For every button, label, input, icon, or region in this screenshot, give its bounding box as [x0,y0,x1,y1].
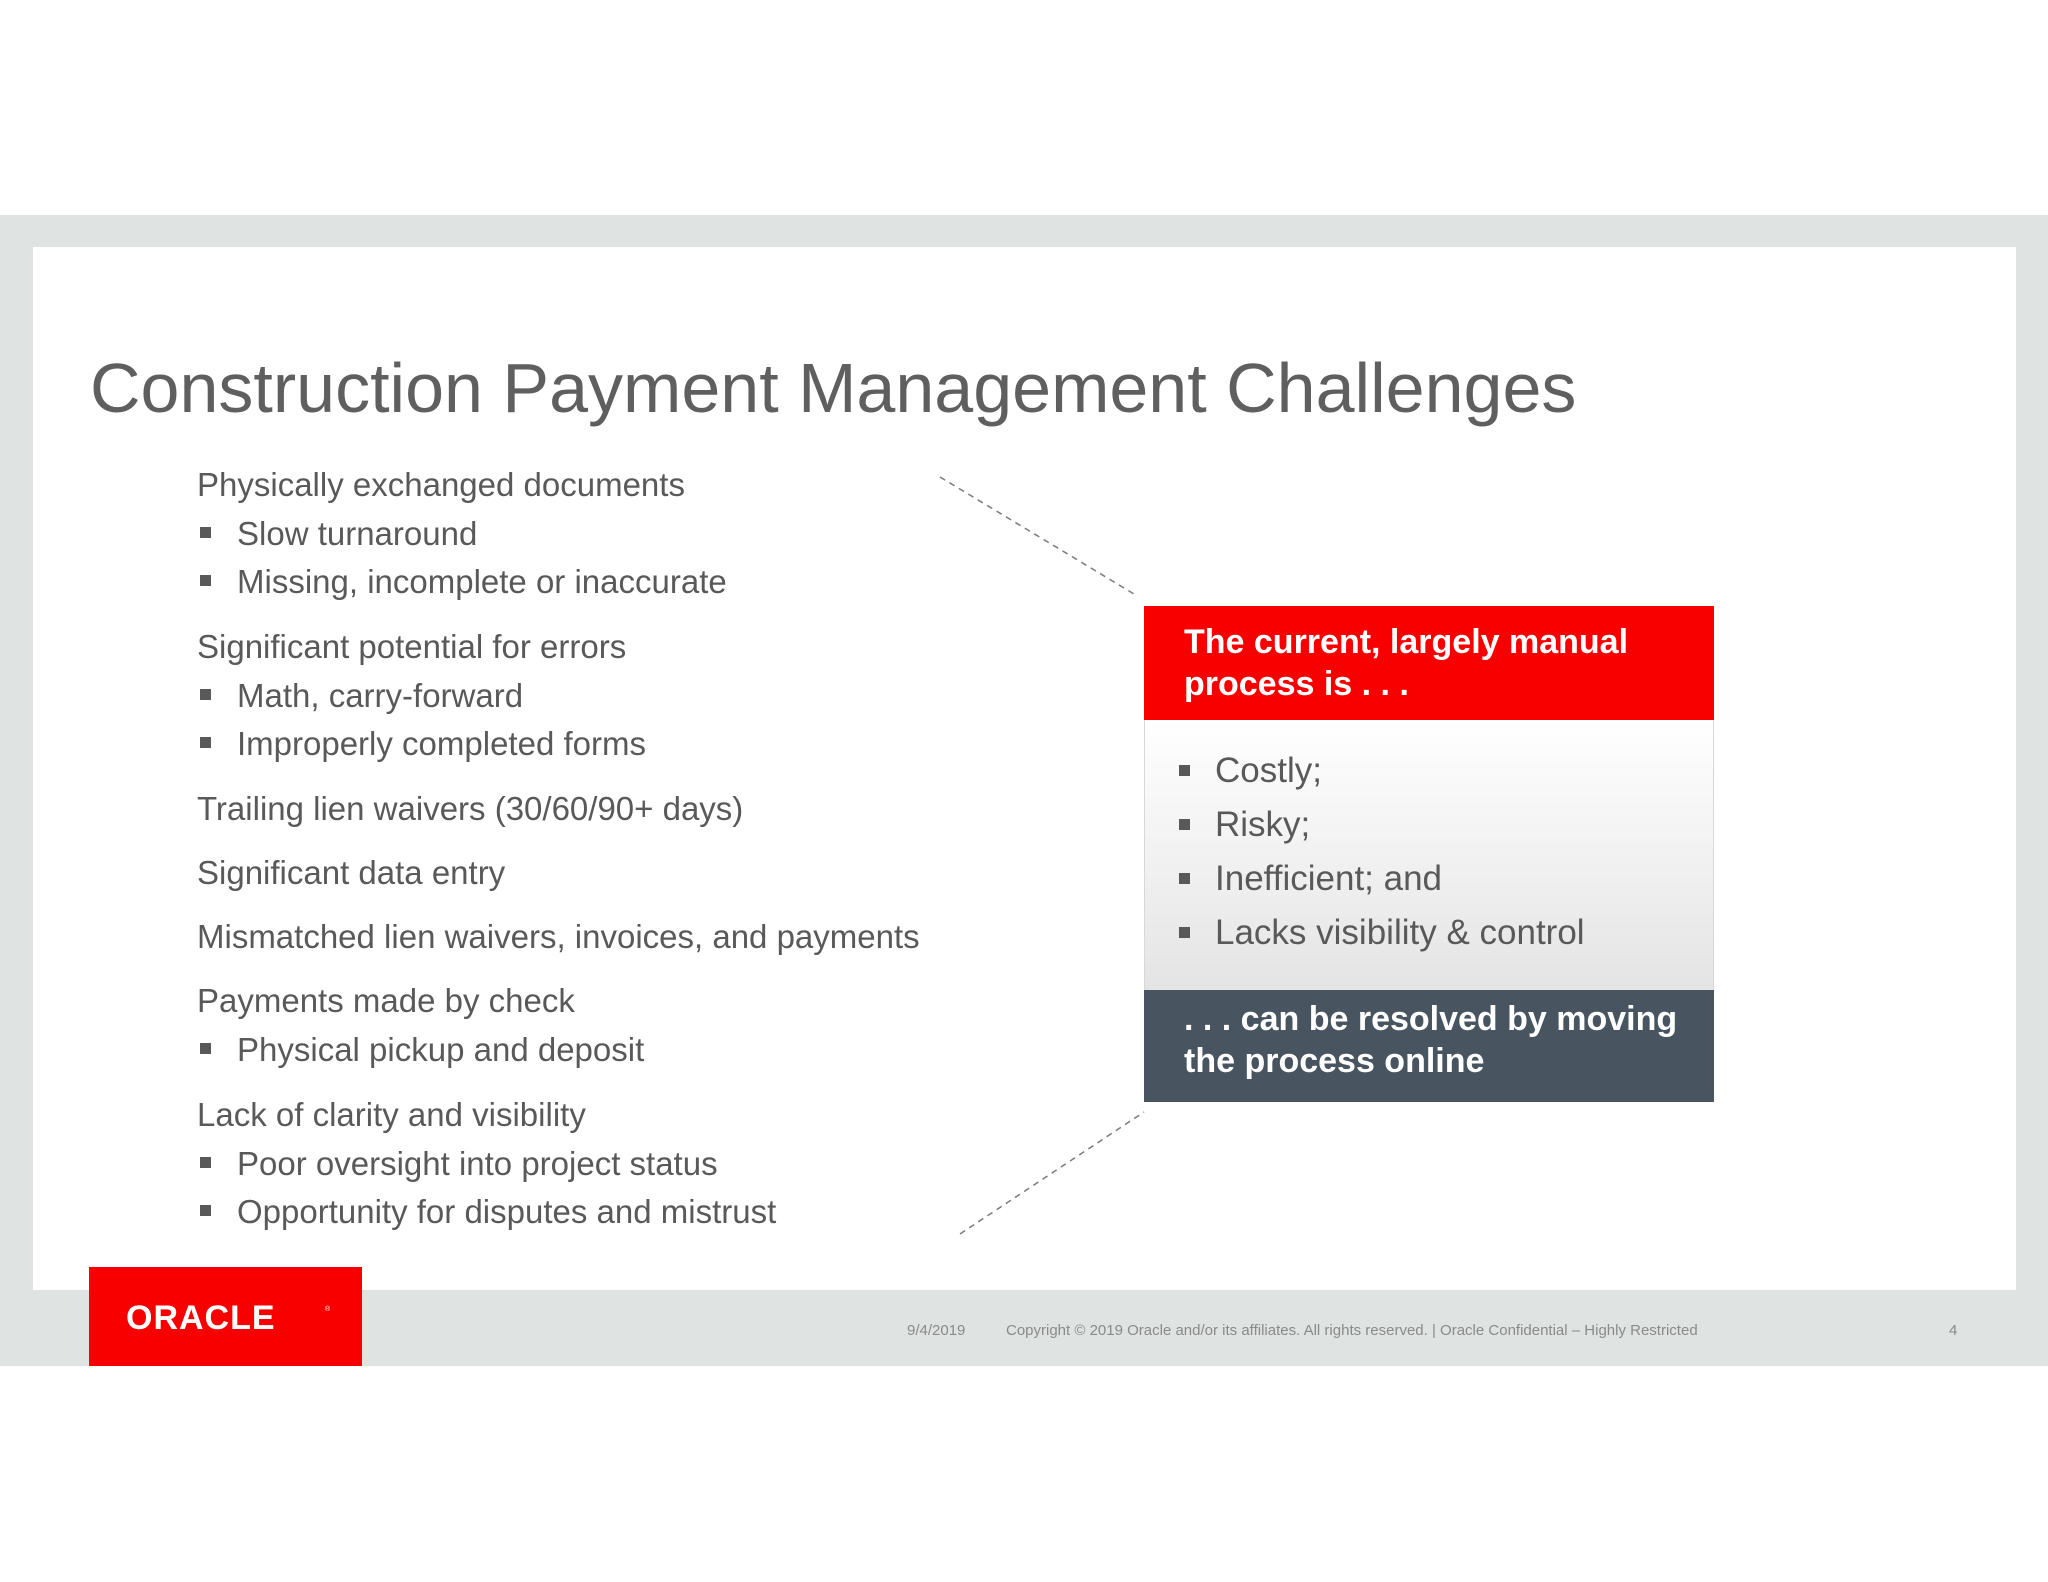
connector-line-bottom [960,1112,1144,1234]
oracle-logo-mark [89,1267,362,1366]
challenge-subitem: Physical pickup and deposit [197,1026,957,1074]
square-bullet-icon [1179,765,1190,776]
connector-line-top [940,477,1134,594]
callout-list [1145,744,1713,960]
footer-copyright: Copyright © 2019 Oracle and/or its affiliates. All rights reserved. | Oracle Confidential – Highly Restricted [1006,1322,1698,1339]
challenge-subitem: Improperly completed forms [197,720,957,768]
square-bullet-icon [1179,873,1190,884]
footer-page-number: 4 [1949,1322,1958,1339]
svg-text:®: ® [325,1306,331,1313]
challenge-topic: Mismatched lien waivers, invoices, and payments [197,918,920,955]
challenge-subitem: Missing, incomplete or inaccurate [197,558,957,606]
callout-item: Risky; [1179,798,1713,852]
callout-item: Costly; [1179,744,1713,798]
challenge-topic: Payments made by check [197,982,575,1019]
callout-footer: . . . can be resolved by moving the process online [1144,990,1714,1102]
challenge-topic: Lack of clarity and visibility [197,1096,586,1133]
callout-item: Inefficient; and [1179,852,1713,906]
square-bullet-icon [1179,819,1190,830]
challenge-subitem: Math, carry-forward [197,672,957,720]
challenge-subitem: Slow turnaround [197,510,957,558]
oracle-logo-text: ORACLE [126,1299,276,1337]
callout-item: Lacks visibility & control [1179,906,1713,960]
square-bullet-icon [1179,927,1190,938]
challenge-subitem: Poor oversight into project status [197,1140,957,1188]
oracle-logo [89,1267,362,1366]
callout-header: The current, largely manual process is . . . [1144,606,1714,720]
challenge-topic: Physically exchanged documents [197,466,685,503]
challenge-topic: Significant data entry [197,854,506,891]
summary-callout [1144,606,1714,1102]
challenge-subitem: Opportunity for disputes and mistrust [197,1188,957,1236]
challenge-topic: Trailing lien waivers (30/60/90+ days) [197,790,744,827]
slide-title: Construction Payment Management Challenges [90,349,1577,427]
challenge-topic: Significant potential for errors [197,628,627,665]
footer-date: 9/4/2019 [907,1322,966,1339]
callout-body [1144,720,1714,990]
